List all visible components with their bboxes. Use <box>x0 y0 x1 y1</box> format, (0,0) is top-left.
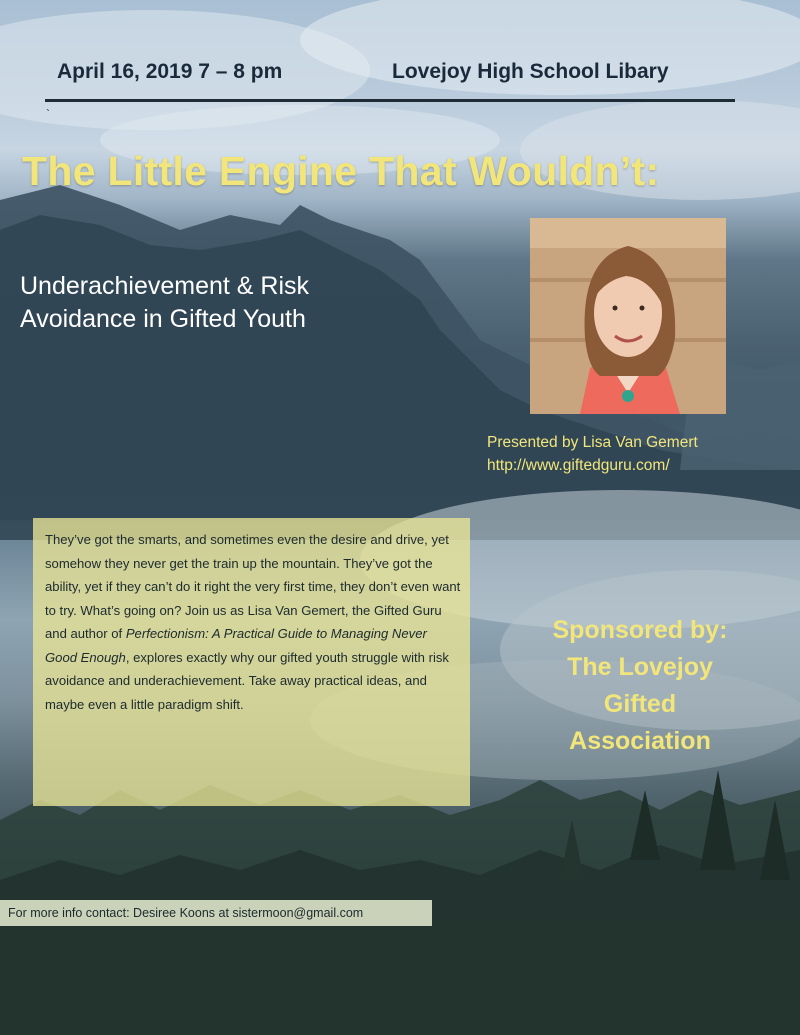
sponsor-line-2: The Lovejoy <box>567 653 713 681</box>
event-venue: Lovejoy High School Libary <box>392 60 669 83</box>
presenter-info <box>487 431 787 477</box>
contact-box <box>0 900 432 926</box>
event-header <box>45 52 735 102</box>
description-part-2: , explores exactly why our gifted youth struggle with risk avoidance and underachievement. Take away practical ideas, and maybe even a little paradigm shift. <box>45 649 449 712</box>
header-divider <box>45 99 735 102</box>
presenter-photo <box>530 218 726 414</box>
subtitle-line-1: Underachievement & Risk <box>20 272 310 300</box>
book-title: Perfectionism: A Practical Guide to Managing Never Good Enough <box>45 626 427 665</box>
sponsor-line-3: Gifted <box>603 690 677 718</box>
contact-info: For more info contact: Desiree Koons at sistermoon@gmail.com <box>8 906 364 920</box>
subtitle-line-2: Avoidance in Gifted Youth <box>20 305 306 333</box>
event-description <box>45 528 461 716</box>
sponsor-line-4: Association <box>569 727 711 755</box>
presenter-website-link[interactable]: http://www.giftedguru.com/ <box>487 457 670 474</box>
sponsor-block <box>505 612 775 760</box>
event-date-time: April 16, 2019 7 – 8 pm <box>57 60 283 83</box>
event-subtitle <box>20 270 440 336</box>
stray-tick-mark: ` <box>46 107 50 121</box>
presenter-name: Presented by Lisa Van Gemert <box>487 434 698 451</box>
sponsor-line-1: Sponsored by: <box>552 616 728 644</box>
description-box <box>33 518 470 806</box>
description-part-1: They’ve got the smarts, and sometimes even the desire and drive, yet somehow they never get the train up the mountain. They’ve got the ability, yet if they can’t do it right the very first time, they don’t even want to try. What’s going on? Join us as Lisa Van Gemert, the Gifted Guru and author of <box>45 532 461 641</box>
event-title: The Little Engine That Wouldn’t: <box>22 148 660 194</box>
